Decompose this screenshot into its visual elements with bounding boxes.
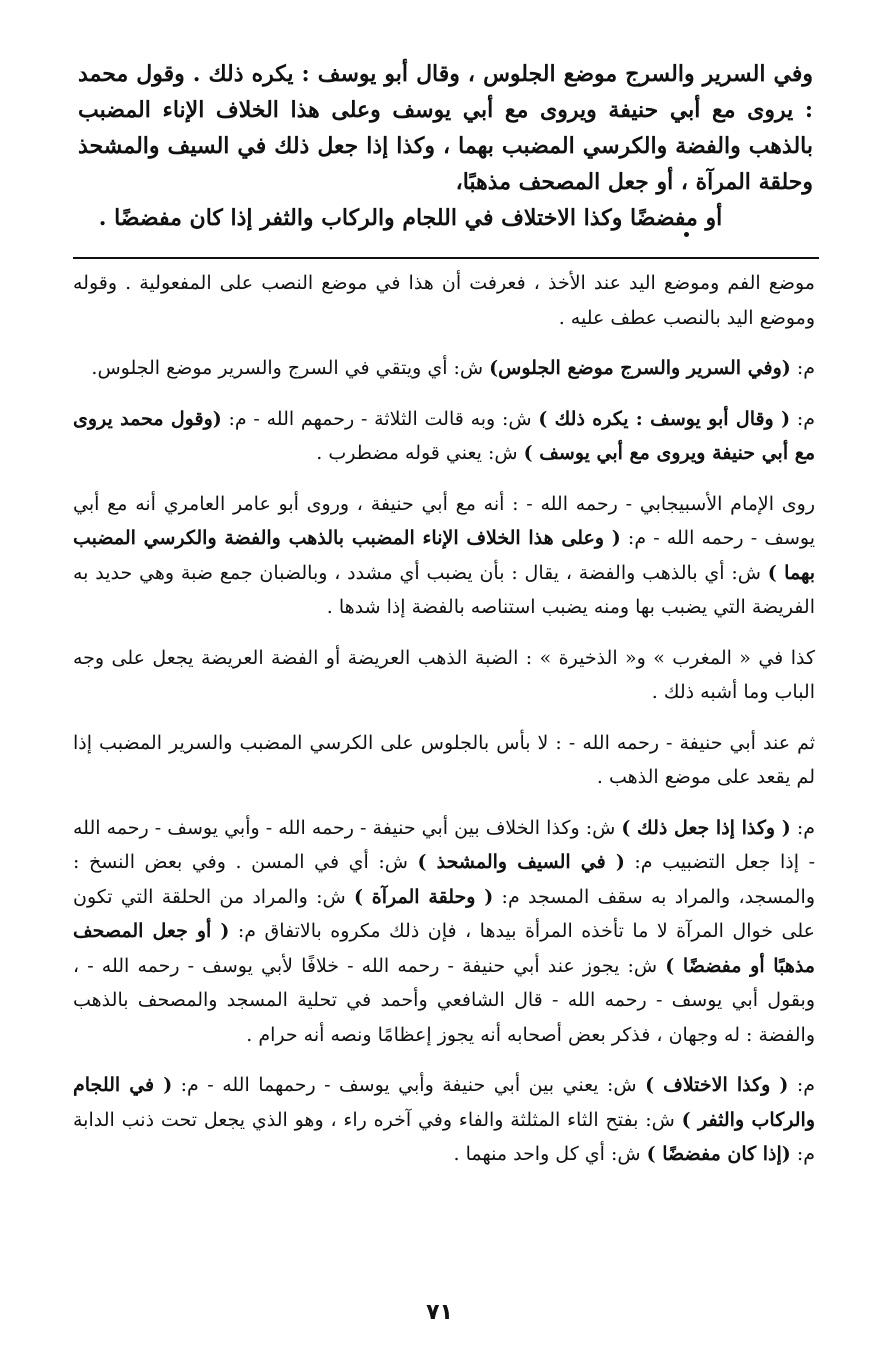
text-segment: ش: يجوز عند أبي حنيفة - رحمه الله - خلافًا لأبي يوسف - رحمه الله - ، وبقول أبي يوسف - رحمه الله - قال الشافعي وأحمد في تحلية المسجد والمصحف بالذهب والفضة : له وجهان ، فذكر بعض أصحابه أنه يجوز إعظامًا ونصه أنه حرام . xyxy=(73,954,815,1046)
quoted-matn: ( وكذا إذا جعل ذلك ) xyxy=(621,816,791,839)
quoted-matn: ( وحلقة المرآة ) xyxy=(353,885,494,908)
text-segment: ش: وبه قالت الثلاثة - رحمهم الله - م: xyxy=(221,407,539,430)
text-segment: ش: أي في المسن . وفي بعض النسخ : والمسجد، والمراد به سقف المسجد م: xyxy=(73,851,815,908)
commentary-paragraph-5: كذا في « المغرب » و« الذخيرة » : الضبة الذهب العريضة أو الفضة العريضة يجعل على وجه الباب وما أشبه ذلك . xyxy=(73,646,815,703)
text-segment: ش: يعني قوله مضطرب . xyxy=(316,442,524,464)
quoted-matn: ( في اللجام والركاب والثفر ) xyxy=(73,1074,815,1131)
commentary-paragraph-2 xyxy=(73,351,815,386)
text-segment: ش: والمراد من الحلقة التي تكون على خوال المرآة لا ما تأخذه المرأة بيدها ، فإن ذلك مكروه بالاتفاق م: xyxy=(73,885,815,942)
text-segment: ش: أي بالذهب والفضة ، يقال : بأن يضبب أي مشدد ، وبالضبان جمع ضبة وهي حديد به الفريضة التي يضبب بها ومنه يضبب استناصه بالفضة إذا شدها . xyxy=(73,561,815,618)
commentary-paragraph-1: موضع الفم وموضع اليد عند الأخذ ، فعرفت أن هذا في موضع النصب على المفعولية . وقوله وموضع اليد بالنصب عطف عليه . xyxy=(73,272,815,329)
commentary-paragraph-6: ثم عند أبي حنيفة - رحمه الله - : لا بأس بالجلوس على الكرسي المضبب والسرير المضبب إذا لم يقعد على موضع الذهب . xyxy=(73,731,815,788)
commentary-paragraph-7 xyxy=(73,811,815,1053)
page-number: ٧١ xyxy=(426,1300,453,1325)
text-segment: م: xyxy=(790,816,815,839)
quoted-matn: ( أو جعل المصحف مذهبًا أو مفضضًا ) xyxy=(73,920,815,977)
separator-dot xyxy=(684,232,689,237)
commentary-block xyxy=(73,266,815,1188)
text-segment: ش: يعني بين أبي حنيفة وأبي يوسف - رحمهما الله - م: xyxy=(172,1074,646,1096)
text-segment: روى الإمام الأسبيجابي - رحمه الله - : أنه مع أبي حنيفة ، وروى أبو عامر العامري أنه مع أبي يوسف - رحمه الله - م: xyxy=(73,492,815,549)
commentary-paragraph-8 xyxy=(73,1068,815,1172)
text-segment: ش: بفتح الثاء المثلثة والفاء وفي آخره راء ، وهو الذي يجعل تحت ذنب الدابة م: xyxy=(73,1108,815,1165)
quoted-matn: ( في السيف والمشحذ ) xyxy=(417,851,625,873)
quoted-matn: ( وقال أبو يوسف : يكره ذلك ) xyxy=(538,407,791,430)
main-text-block xyxy=(78,56,813,236)
quoted-matn: (إذا كان مفضضًا ) xyxy=(646,1143,791,1165)
text-segment: م: xyxy=(788,1074,815,1096)
commentary-paragraph-3 xyxy=(73,402,815,471)
text-segment: م: xyxy=(790,357,815,379)
commentary-paragraph-4 xyxy=(73,487,815,625)
quoted-matn: (وفي السرير والسرج موضع الجلوس) xyxy=(489,357,791,379)
text-segment: ش: أي ويتقي في السرج والسرير موضع الجلوس. xyxy=(91,357,490,379)
divider-rule xyxy=(73,257,819,259)
text-segment: ش: وكذا الخلاف بين أبي حنيفة - رحمه الله - وأبي يوسف - رحمه الله - إذا جعل التضبيب م: xyxy=(73,816,815,873)
main-text-last-line: أو مفضضًا وكذا الاختلاف في اللجام والركاب والثفر إذا كان مفضضًا . xyxy=(98,205,723,231)
text-segment: م: xyxy=(790,407,815,430)
quoted-matn: ( وكذا الاختلاف ) xyxy=(645,1074,789,1096)
quoted-matn: (وقول محمد يروى مع أبي حنيفة ويروى مع أبي يوسف ) xyxy=(73,407,815,464)
text-segment: ش: أي كل واحد منهما . xyxy=(453,1143,647,1165)
quoted-matn: ( وعلى هذا الخلاف الإناء المضبب بالذهب والفضة والكرسي المضبب بهما ) xyxy=(73,527,815,584)
main-text-paragraph: وفي السرير والسرج موضع الجلوس ، وقال أبو يوسف : يكره ذلك . وقول محمد : يروى مع أبي حنيفة ويروى مع أبي يوسف وعلى هذا الخلاف الإناء المضبب بالذهب والفضة والكرسي المضبب بهما ، وكذا إذا جعل ذلك في السيف والمشحذ وحلقة المرآة ، أو جعل المصحف مذهبًا، xyxy=(78,61,813,195)
